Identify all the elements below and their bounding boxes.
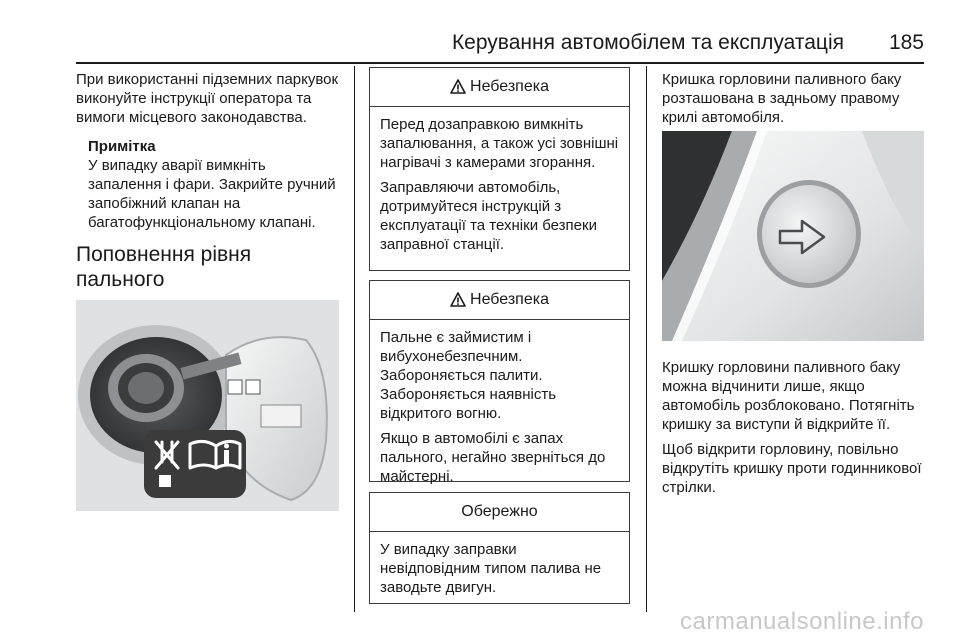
warning-box-header (370, 68, 629, 107)
warning-box-title: Небезпека (470, 78, 549, 95)
warning-box-title: Небезпека (470, 291, 549, 308)
watermark: carmanualsonline.info (680, 608, 924, 635)
warning-paragraph: Пальне є займистим і вибухонебезпечним. Забороняється палити. Забороняється наявність відкритого вогню. (380, 329, 557, 422)
right-paragraph: Щоб відкрити горловину, повільно відкрутіть кришку проти годинникової стрілки. (662, 441, 922, 496)
caution-box-header (370, 493, 629, 532)
warning-triangle-icon (450, 79, 466, 95)
warning-paragraph: Заправляючи автомобіль, дотримуйтеся інструкцій з експлуатації та техніки безпеки заправної станції. (380, 179, 597, 253)
header-title: Керування автомобілем та експлуатація (451, 31, 844, 54)
caution-box-body (370, 532, 629, 605)
warning-triangle-icon (450, 292, 466, 308)
page-number: 185 (888, 31, 924, 54)
section-heading: Поповнення рівня пального (76, 243, 252, 291)
warning-paragraph: Якщо в автомобілі є запах пального, негайно зверніться до майстерні. (380, 430, 606, 485)
right-column-body (662, 358, 924, 503)
warning-box-header (370, 281, 629, 320)
note-title: Примітка (88, 138, 156, 155)
column-divider-left (354, 66, 355, 612)
warning-paragraph: Перед дозаправкою вимкніть запалювання, а також усі зовнішні нагрівачі з камерами згорання. (380, 116, 619, 171)
warning-box-body (370, 107, 629, 262)
right-intro-text: Кришка горловини паливного баку розташована в задньому правому крилі автомобіля. (662, 71, 902, 126)
warning-box-body (370, 320, 629, 494)
caution-box (369, 492, 630, 604)
note-block (88, 137, 341, 232)
note-text: У випадку аварії вимкніть запалення і фари. Закрийте ручний запобіжний клапан на багатофункціональному клапані. (88, 157, 336, 231)
caution-paragraph: У випадку заправки невідповідним типом палива не заводьте двигун. (380, 541, 602, 596)
page-header (76, 30, 924, 58)
fuel-door-photo (662, 131, 924, 341)
right-paragraph: Кришку горловини паливного баку можна відчинити лише, якщо автомобіль розблоковано. Потягніть кришку за виступи й відкрийте її. (662, 359, 915, 433)
header-rule (76, 62, 924, 64)
caution-box-title: Обережно (461, 503, 538, 520)
column-divider-right (646, 66, 647, 612)
right-column-intro (662, 70, 924, 133)
intro-text: При використанні підземних паркувок виконуйте інструкції оператора та вимоги місцевого законодавства. (76, 71, 339, 126)
fuel-flap-photo (76, 300, 339, 511)
warning-box-1 (369, 67, 630, 271)
warning-box-2 (369, 280, 630, 485)
left-column (76, 70, 341, 292)
